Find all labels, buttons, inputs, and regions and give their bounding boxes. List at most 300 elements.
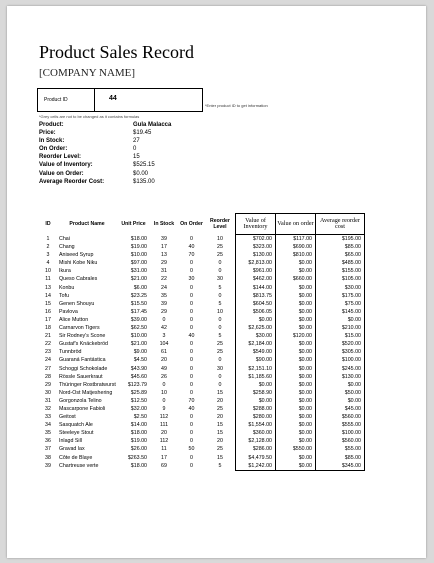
table-row xyxy=(39,308,365,316)
cell-in-stock: 49 xyxy=(161,365,167,372)
cell-on-order: 0 xyxy=(190,357,193,364)
cell-on-order: 0 xyxy=(190,454,193,461)
cell-id: 27 xyxy=(45,365,51,372)
col-header-average-reorder-cost: Average reorder cost xyxy=(316,214,365,235)
cell-unit-price: $97.00 xyxy=(130,260,147,267)
cell-value-of-inventory: $90.00 xyxy=(236,356,276,364)
cell-product-name: Chai xyxy=(59,235,70,242)
col-header-product-name: Product Name xyxy=(69,221,105,227)
col-header-value-on-order: Value on order xyxy=(276,214,316,235)
cell-id: 24 xyxy=(45,357,51,364)
cell-reorder-level: 0 xyxy=(218,325,222,332)
table-row xyxy=(39,316,365,324)
cell-unit-price: $15.50 xyxy=(130,300,147,307)
cell-reorder-level: 20 xyxy=(217,414,223,421)
cell-unit-price: $23.25 xyxy=(130,292,147,299)
cell-unit-price: $6.00 xyxy=(133,284,147,291)
cell-value-on-order: $0.00 xyxy=(276,356,316,364)
table-row xyxy=(39,397,365,405)
cell-in-stock: 112 xyxy=(159,414,169,421)
cell-in-stock: 26 xyxy=(161,373,167,380)
cell-in-stock: 39 xyxy=(161,235,167,242)
cell-reorder-level: 10 xyxy=(217,308,223,315)
table-row xyxy=(39,332,365,340)
cell-product-name: Mishi Kobe Niku xyxy=(59,260,98,267)
cell-in-stock: 3 xyxy=(162,333,166,340)
cell-in-stock: 69 xyxy=(161,462,167,469)
cell-average-reorder-cost: $85.00 xyxy=(316,454,365,462)
cell-value-on-order: $0.00 xyxy=(276,308,316,316)
cell-in-stock: 0 xyxy=(162,316,166,323)
cell-product-name: Alice Mutton xyxy=(59,316,89,323)
cell-average-reorder-cost: $130.00 xyxy=(316,373,365,381)
cell-reorder-level: 0 xyxy=(218,260,222,267)
cell-reorder-level: 10 xyxy=(217,235,223,242)
cell-product-name: Côte de Blaye xyxy=(59,454,93,461)
cell-reorder-level: 15 xyxy=(217,389,223,396)
cell-in-stock: 31 xyxy=(161,268,167,275)
cell-unit-price: $21.00 xyxy=(130,276,147,283)
info-label: Average Reorder Cost: xyxy=(39,178,105,185)
cell-id: 16 xyxy=(45,308,51,315)
info-label: Value on Order: xyxy=(39,170,84,177)
cell-value-of-inventory: $130.00 xyxy=(236,251,276,259)
cell-average-reorder-cost: $0.00 xyxy=(316,316,365,324)
cell-product-name: Ikura xyxy=(59,268,71,275)
cell-value-on-order: $0.00 xyxy=(276,316,316,324)
cell-reorder-level: 30 xyxy=(217,365,223,372)
col-header-unit-price: Unit Price xyxy=(121,221,146,227)
cell-in-stock: 29 xyxy=(161,260,167,267)
cell-product-name: Carnarvon Tigers xyxy=(59,325,100,332)
info-value: $525.15 xyxy=(133,162,155,169)
cell-average-reorder-cost: $555.00 xyxy=(316,421,365,429)
cell-unit-price: $45.60 xyxy=(130,373,147,380)
cell-value-of-inventory: $30.00 xyxy=(236,332,276,340)
cell-on-order: 50 xyxy=(188,446,195,453)
cell-product-name: Schoggi Schokolade xyxy=(59,365,108,372)
cell-unit-price: $18.00 xyxy=(130,430,147,437)
info-value: 0 xyxy=(133,146,137,153)
cell-reorder-level: 0 xyxy=(218,316,222,323)
cell-on-order: 0 xyxy=(190,438,193,445)
cell-in-stock: 111 xyxy=(159,422,169,429)
cell-id: 33 xyxy=(45,414,51,421)
cell-reorder-level: 25 xyxy=(217,349,223,356)
cell-unit-price: $21.00 xyxy=(130,341,147,348)
cell-in-stock: 20 xyxy=(161,430,167,437)
info-label: On Order: xyxy=(39,146,68,153)
cell-on-order: 0 xyxy=(190,260,193,267)
cell-reorder-level: 15 xyxy=(217,454,223,461)
col-header-reorder-level: Reorder Level xyxy=(210,218,230,230)
cell-reorder-level: 5 xyxy=(218,333,222,340)
cell-product-name: Nord-Ost Matjeshering xyxy=(59,389,113,396)
cell-value-on-order: $0.00 xyxy=(276,462,316,471)
cell-in-stock: 61 xyxy=(161,349,167,356)
cell-average-reorder-cost: $560.00 xyxy=(316,437,365,445)
table-row xyxy=(39,348,365,356)
cell-value-of-inventory: $506.05 xyxy=(236,308,276,316)
product-id-divider xyxy=(94,89,95,111)
cell-reorder-level: 0 xyxy=(218,268,222,275)
table-row xyxy=(39,259,365,267)
cell-in-stock: 112 xyxy=(159,438,169,445)
cell-id: 15 xyxy=(45,300,51,307)
cell-value-of-inventory: $288.00 xyxy=(236,405,276,413)
cell-unit-price: $26.00 xyxy=(130,446,147,453)
cell-value-of-inventory: $144.00 xyxy=(236,284,276,292)
cell-product-name: Steeleye Stout xyxy=(59,430,94,437)
cell-in-stock: 9 xyxy=(162,405,166,412)
cell-value-on-order: $0.00 xyxy=(276,429,316,437)
cell-unit-price: $32.00 xyxy=(130,405,147,412)
cell-reorder-level: 20 xyxy=(217,397,223,404)
cell-reorder-level: 0 xyxy=(218,381,222,388)
cell-value-of-inventory: $604.50 xyxy=(236,300,276,308)
cell-value-of-inventory: $813.75 xyxy=(236,292,276,300)
cell-value-on-order: $550.00 xyxy=(276,445,316,453)
cell-value-on-order: $0.00 xyxy=(276,397,316,405)
cell-product-name: Mascarpone Fabioli xyxy=(59,405,106,412)
cell-product-name: Genen Shouyu xyxy=(59,300,95,307)
cell-on-order: 0 xyxy=(190,462,193,469)
cell-value-on-order: $0.00 xyxy=(276,454,316,462)
cell-id: 10 xyxy=(45,268,51,275)
cell-value-of-inventory: $1,185.60 xyxy=(236,373,276,381)
cell-in-stock: 42 xyxy=(161,325,167,332)
cell-value-of-inventory: $2,625.00 xyxy=(236,324,276,332)
cell-product-name: Gorgonzola Telino xyxy=(59,397,102,404)
info-value: 27 xyxy=(133,138,140,145)
cell-value-on-order: $0.00 xyxy=(276,413,316,421)
cell-value-of-inventory: $280.00 xyxy=(236,413,276,421)
cell-value-of-inventory: $1,554.00 xyxy=(236,421,276,429)
cell-average-reorder-cost: $0.00 xyxy=(316,397,365,405)
cell-value-of-inventory: $549.00 xyxy=(236,348,276,356)
cell-value-on-order: $0.00 xyxy=(276,405,316,413)
cell-on-order: 0 xyxy=(190,325,193,332)
product-id-input[interactable]: 44 xyxy=(109,95,117,102)
cell-on-order: 0 xyxy=(190,373,193,380)
table-row xyxy=(39,454,365,462)
cell-value-on-order: $0.00 xyxy=(276,259,316,267)
cell-product-name: Aniseed Syrup xyxy=(59,252,94,259)
cell-product-name: Rössle Sauerkraut xyxy=(59,373,103,380)
table-row xyxy=(39,365,365,373)
cell-on-order: 40 xyxy=(188,333,195,340)
page-title: Product Sales Record xyxy=(39,42,194,62)
cell-on-order: 0 xyxy=(190,381,193,388)
table-row xyxy=(39,243,365,251)
cell-reorder-level: 25 xyxy=(217,405,223,412)
cell-value-on-order: $0.00 xyxy=(276,340,316,348)
cell-unit-price: $9.00 xyxy=(133,349,147,356)
cell-value-on-order: $810.00 xyxy=(276,251,316,259)
cell-value-on-order: $0.00 xyxy=(276,300,316,308)
table-row xyxy=(39,284,365,292)
info-label: In Stock: xyxy=(39,138,65,145)
cell-in-stock: 22 xyxy=(161,276,167,283)
cell-product-name: Inlagd Sill xyxy=(59,438,82,445)
cell-value-on-order: $117.00 xyxy=(276,235,316,244)
cell-value-of-inventory: $2,128.00 xyxy=(236,437,276,445)
cell-unit-price: $12.50 xyxy=(130,397,147,404)
table-row xyxy=(39,413,365,421)
table-row xyxy=(39,445,365,453)
cell-on-order: 0 xyxy=(190,341,193,348)
cell-value-on-order: $0.00 xyxy=(276,284,316,292)
cell-product-name: Pavlova xyxy=(59,308,78,315)
cell-on-order: 70 xyxy=(188,252,195,259)
cell-average-reorder-cost: $65.00 xyxy=(316,251,365,259)
cell-id: 29 xyxy=(45,381,51,388)
table-row xyxy=(39,373,365,381)
cell-product-name: Chang xyxy=(59,244,75,251)
cell-unit-price: $10.00 xyxy=(130,333,147,340)
table-row xyxy=(39,462,365,471)
col-header-value-of-inventory: Value of Inventory xyxy=(236,214,276,235)
cell-product-name: Sir Rodney's Scone xyxy=(59,333,106,340)
cell-reorder-level: 20 xyxy=(217,438,223,445)
cell-value-on-order: $0.00 xyxy=(276,373,316,381)
cell-average-reorder-cost: $55.00 xyxy=(316,445,365,453)
spreadsheet-page xyxy=(7,6,426,558)
cell-average-reorder-cost: $305.00 xyxy=(316,348,365,356)
cell-average-reorder-cost: $485.00 xyxy=(316,259,365,267)
cell-unit-price: $17.45 xyxy=(130,308,147,315)
cell-id: 23 xyxy=(45,349,51,356)
cell-on-order: 0 xyxy=(190,235,193,242)
table-row xyxy=(39,405,365,413)
cell-id: 37 xyxy=(45,446,51,453)
cell-id: 34 xyxy=(45,422,51,429)
cell-product-name: Queso Cabrales xyxy=(59,276,98,283)
table-row xyxy=(39,324,365,332)
cell-product-name: Gravad lax xyxy=(59,446,85,453)
cell-in-stock: 17 xyxy=(161,454,167,461)
cell-unit-price: $2.50 xyxy=(133,414,147,421)
cell-on-order: 40 xyxy=(188,244,195,251)
grey-cells-note: *Grey cells are not to be changed as it contains formulas xyxy=(39,114,140,119)
cell-value-of-inventory: $4,479.50 xyxy=(236,454,276,462)
col-header-in-stock: In Stock xyxy=(153,221,175,227)
cell-in-stock: 10 xyxy=(161,389,167,396)
cell-on-order: 0 xyxy=(190,268,193,275)
cell-product-name: Tofu xyxy=(59,292,70,299)
cell-average-reorder-cost: $100.00 xyxy=(316,356,365,364)
cell-value-on-order: $0.00 xyxy=(276,267,316,275)
cell-value-on-order: $690.00 xyxy=(276,243,316,251)
col-header-on-order: On Order xyxy=(180,221,203,227)
cell-value-of-inventory: $2,184.00 xyxy=(236,340,276,348)
cell-value-of-inventory: $0.00 xyxy=(236,397,276,405)
table-row xyxy=(39,235,365,244)
cell-unit-price: $123.79 xyxy=(127,381,147,388)
cell-id: 13 xyxy=(45,284,51,291)
cell-product-name: Geitost xyxy=(59,414,76,421)
cell-on-order: 0 xyxy=(190,300,193,307)
cell-reorder-level: 15 xyxy=(217,422,223,429)
cell-id: 18 xyxy=(45,325,51,332)
cell-on-order: 30 xyxy=(188,276,195,283)
cell-reorder-level: 25 xyxy=(217,341,223,348)
cell-id: 4 xyxy=(46,260,50,267)
cell-value-of-inventory: $0.00 xyxy=(236,381,276,389)
table-row xyxy=(39,275,365,283)
cell-average-reorder-cost: $145.00 xyxy=(316,308,365,316)
cell-id: 35 xyxy=(45,430,51,437)
cell-product-name: Konbu xyxy=(59,284,75,291)
table-row xyxy=(39,389,365,397)
cell-in-stock: 11 xyxy=(161,446,167,453)
cell-in-stock: 17 xyxy=(161,244,167,251)
cell-average-reorder-cost: $0.00 xyxy=(316,381,365,389)
cell-in-stock: 20 xyxy=(161,357,167,364)
cell-product-name: Chartreuse verte xyxy=(59,462,99,469)
cell-average-reorder-cost: $520.00 xyxy=(316,340,365,348)
cell-unit-price: $43.90 xyxy=(130,365,147,372)
cell-in-stock: 39 xyxy=(161,300,167,307)
cell-unit-price: $14.00 xyxy=(130,422,147,429)
cell-average-reorder-cost: $210.00 xyxy=(316,324,365,332)
cell-product-name: Tunnbröd xyxy=(59,349,82,356)
cell-id: 36 xyxy=(45,438,51,445)
info-value: Gula Malacca xyxy=(133,122,172,128)
product-id-note: *Enter product ID to get information xyxy=(205,103,268,108)
cell-value-on-order: $0.00 xyxy=(276,389,316,397)
cell-reorder-level: 5 xyxy=(218,462,222,469)
cell-unit-price: $263.50 xyxy=(127,454,147,461)
cell-reorder-level: 0 xyxy=(218,292,222,299)
cell-average-reorder-cost: $30.00 xyxy=(316,284,365,292)
cell-reorder-level: 5 xyxy=(218,284,222,291)
cell-average-reorder-cost: $45.00 xyxy=(316,405,365,413)
cell-value-of-inventory: $360.00 xyxy=(236,429,276,437)
table-row xyxy=(39,437,365,445)
cell-product-name: Guaraná Fantástica xyxy=(59,357,106,364)
cell-value-on-order: $120.00 xyxy=(276,332,316,340)
cell-reorder-level: 25 xyxy=(217,244,223,251)
cell-average-reorder-cost: $245.00 xyxy=(316,365,365,373)
table-row xyxy=(39,381,365,389)
cell-value-of-inventory: $258.90 xyxy=(236,389,276,397)
table-row xyxy=(39,429,365,437)
cell-unit-price: $39.00 xyxy=(130,316,147,323)
col-header-id: ID xyxy=(45,221,51,227)
company-name[interactable]: [COMPANY NAME] xyxy=(39,67,136,79)
sales-table xyxy=(39,213,365,471)
cell-in-stock: 35 xyxy=(161,292,167,299)
cell-id: 22 xyxy=(45,341,51,348)
cell-reorder-level: 25 xyxy=(217,446,223,453)
cell-on-order: 0 xyxy=(190,292,193,299)
cell-average-reorder-cost: $560.00 xyxy=(316,413,365,421)
cell-in-stock: 0 xyxy=(162,397,166,404)
cell-id: 17 xyxy=(45,316,51,323)
cell-on-order: 70 xyxy=(188,397,195,404)
cell-average-reorder-cost: $155.00 xyxy=(316,267,365,275)
cell-on-order: 0 xyxy=(190,365,193,372)
cell-reorder-level: 5 xyxy=(218,300,222,307)
cell-value-of-inventory: $323.00 xyxy=(236,243,276,251)
cell-in-stock: 13 xyxy=(161,252,167,259)
cell-id: 39 xyxy=(45,462,51,469)
cell-average-reorder-cost: $100.00 xyxy=(316,429,365,437)
table-row xyxy=(39,292,365,300)
cell-on-order: 0 xyxy=(190,316,193,323)
table-row xyxy=(39,340,365,348)
cell-reorder-level: 0 xyxy=(218,373,222,380)
table-row xyxy=(39,267,365,275)
table-header-row xyxy=(39,214,365,235)
cell-id: 31 xyxy=(45,397,51,404)
cell-unit-price: $18.00 xyxy=(130,235,147,242)
cell-id: 28 xyxy=(45,373,51,380)
cell-value-of-inventory: $286.00 xyxy=(236,445,276,453)
cell-value-on-order: $0.00 xyxy=(276,324,316,332)
info-value: $135.00 xyxy=(133,178,155,185)
cell-unit-price: $18.00 xyxy=(130,462,147,469)
cell-id: 1 xyxy=(46,235,50,242)
cell-unit-price: $62.50 xyxy=(130,325,147,332)
cell-id: 3 xyxy=(46,252,50,259)
cell-average-reorder-cost: $195.00 xyxy=(316,235,365,244)
cell-value-of-inventory: $2,813.00 xyxy=(236,259,276,267)
table-row xyxy=(39,300,365,308)
cell-id: 2 xyxy=(46,244,50,251)
cell-id: 30 xyxy=(45,389,51,396)
cell-reorder-level: 0 xyxy=(218,357,222,364)
product-id-label: Product ID xyxy=(44,97,68,103)
cell-unit-price: $19.00 xyxy=(130,438,147,445)
table-row xyxy=(39,251,365,259)
cell-in-stock: 0 xyxy=(162,381,166,388)
cell-average-reorder-cost: $345.00 xyxy=(316,462,365,471)
cell-unit-price: $19.00 xyxy=(130,244,147,251)
info-label: Product: xyxy=(39,122,64,128)
info-label: Reorder Level: xyxy=(39,154,82,161)
cell-on-order: 0 xyxy=(190,430,193,437)
cell-on-order: 0 xyxy=(190,389,193,396)
cell-value-of-inventory: $2,151.10 xyxy=(236,365,276,373)
cell-average-reorder-cost: $85.00 xyxy=(316,243,365,251)
cell-average-reorder-cost: $15.00 xyxy=(316,332,365,340)
cell-id: 38 xyxy=(45,454,51,461)
table-row xyxy=(39,421,365,429)
cell-id: 14 xyxy=(45,292,51,299)
cell-value-on-order: $0.00 xyxy=(276,437,316,445)
cell-product-name: Thüringer Rostbratwurst xyxy=(59,381,116,388)
cell-unit-price: $31.00 xyxy=(130,268,147,275)
cell-value-of-inventory: $961.00 xyxy=(236,267,276,275)
cell-unit-price: $4.50 xyxy=(133,357,147,364)
cell-reorder-level: 25 xyxy=(217,252,223,259)
cell-value-of-inventory: $1,242.00 xyxy=(236,462,276,471)
cell-value-on-order: $0.00 xyxy=(276,421,316,429)
cell-value-on-order: $0.00 xyxy=(276,348,316,356)
info-value: $0.00 xyxy=(133,170,149,177)
info-label: Value of Inventory: xyxy=(39,162,93,169)
cell-on-order: 0 xyxy=(190,414,193,421)
info-label: Price: xyxy=(39,130,56,137)
cell-reorder-level: 15 xyxy=(217,430,223,437)
cell-value-of-inventory: $0.00 xyxy=(236,316,276,324)
cell-unit-price: $10.00 xyxy=(130,252,147,259)
cell-id: 11 xyxy=(45,276,51,283)
cell-value-on-order: $0.00 xyxy=(276,292,316,300)
product-id-box xyxy=(37,88,203,112)
